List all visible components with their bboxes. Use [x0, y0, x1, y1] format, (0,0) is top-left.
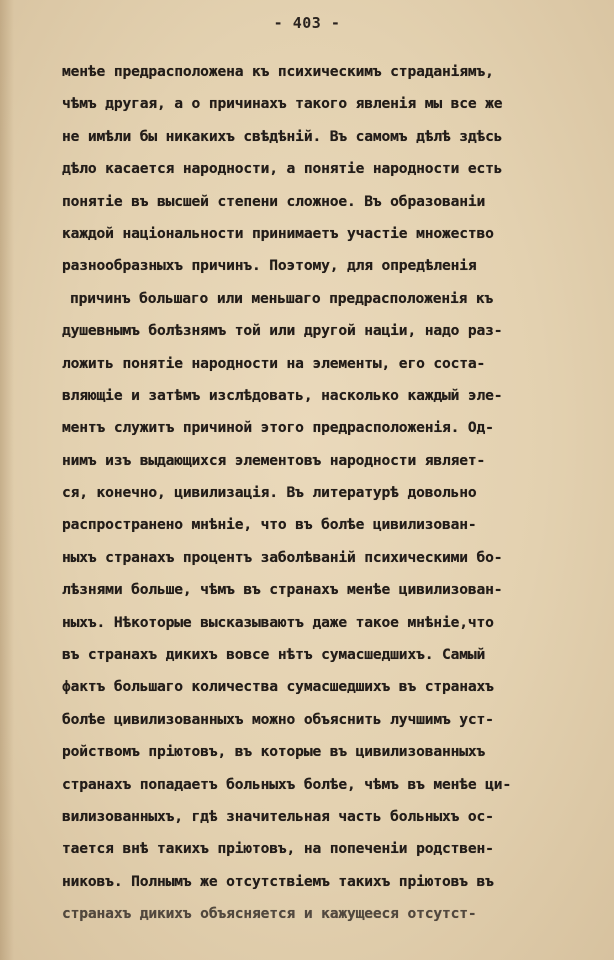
text-line: дѣло касается народности, а понятiе народности есть: [62, 160, 503, 178]
text-line: ройствомъ прiютовъ, въ которые въ цивилизованныхъ: [62, 743, 486, 761]
text-line: въ странахъ дикихъ вовсе нѣтъ сумасшедшихъ. Самый: [62, 646, 486, 664]
text-line: понятiе въ высшей степени сложное. Въ образованiи: [62, 192, 486, 210]
text-line: странахъ попадаетъ больныхъ болѣе, чѣмъ въ менѣе ци-: [62, 775, 512, 793]
text-line: не имѣли бы никакихъ свѣдѣнiй. Въ самомъ дѣлѣ здѣсь: [62, 127, 503, 145]
text-line: ментъ служитъ причиной этого предрасположенiя. Од-: [62, 419, 494, 437]
text-line: ся, конечно, цивилизацiя. Въ литературѣ довольно: [62, 484, 477, 502]
text-line: никовъ. Полнымъ же отсутствiемъ такихъ прiютовъ въ: [62, 872, 494, 890]
text-line: нимъ изъ выдающихся элементовъ народности являет-: [62, 451, 486, 469]
text-line: причинъ большаго или меньшаго предрасположенiя къ: [70, 289, 494, 307]
text-line: разнообразныхъ причинъ. Поэтому, для опредѣленiя: [62, 257, 477, 275]
text-line: ложить понятiе народности на элементы, его соста-: [62, 354, 486, 372]
text-line: чѣмъ другая, а о причинахъ такого явленiя мы все же: [62, 95, 503, 113]
page-number: - 403 -: [273, 14, 341, 32]
text-line: болѣе цивилизованныхъ можно объяснить лучшимъ уст-: [62, 710, 494, 728]
text-line: душевнымъ болѣзнямъ той или другой нацiи, надо раз-: [62, 322, 503, 340]
text-line: странахъ дикихъ объясняется и кажущееся отсутст-: [62, 905, 477, 923]
text-line: вилизованныхъ, гдѣ значительная часть больныхъ ос-: [62, 807, 494, 825]
page-edge-shadow: [0, 0, 14, 960]
text-line: менѣе предрасположена къ психическимъ страданiямъ,: [62, 63, 494, 80]
text-line: лѣзнями больше, чѣмъ въ странахъ менѣе цивилизован-: [62, 581, 503, 599]
body-text: [62, 56, 562, 931]
text-line: ныхъ странахъ процентъ заболѣванiй психическими бо-: [62, 548, 503, 566]
text-line: каждой нацiональности принимаетъ участiе множество: [62, 224, 494, 242]
text-line: ныхъ. Нѣкоторые высказываютъ даже такое мнѣнiе,что: [62, 613, 494, 631]
text-line: тается внѣ такихъ прiютовъ, на попеченiи родствен-: [62, 840, 494, 858]
text-line: распространено мнѣнiе, что въ болѣе цивилизован-: [62, 516, 477, 534]
text-line: вляющiе и затѣмъ изслѣдовать, насколько каждый эле-: [62, 386, 503, 404]
text-line: фактъ большаго количества сумасшедшихъ въ странахъ: [62, 678, 494, 696]
